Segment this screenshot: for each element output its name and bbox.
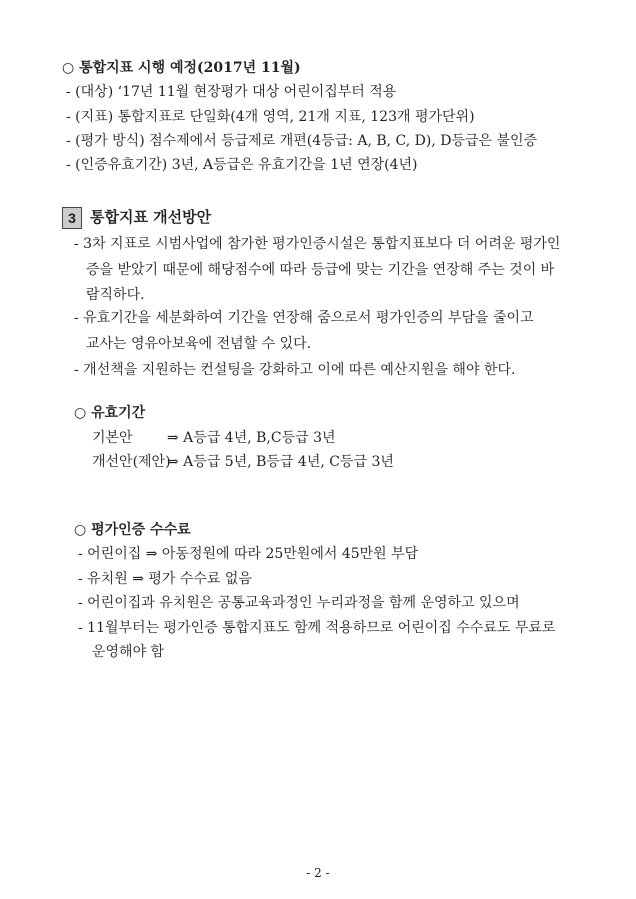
section1-item: - (대상) ‘17년 11월 현장평가 대상 어린이집부터 적용 xyxy=(66,84,397,100)
section3-title: 통합지표 개선방안 xyxy=(90,208,212,226)
section1-item: - (인증유효기간) 3년, A등급은 유효기간을 1년 연장(4년) xyxy=(66,157,418,173)
fee-line: - 어린이집과 유치원은 공통교육과정인 누리과정을 함께 운영하고 있으며 xyxy=(78,595,520,611)
section-number-box: 3 xyxy=(62,207,82,229)
validity-label: 기본안 xyxy=(92,430,133,446)
validity-heading: ○ 유효기간 xyxy=(74,405,146,421)
section1-item: - (지표) 통합지표로 단일화(4개 영역, 21개 지표, 123개 평가단위) xyxy=(66,109,475,125)
section3-line: - 3차 지표로 시범사업에 참가한 평가인증시설은 통합지표보다 더 어려운 평가인 xyxy=(74,236,561,252)
section3-line: - 유효기간을 세분화하여 기간을 연장해 줌으로서 평가인증의 부담을 줄이고 xyxy=(74,310,534,326)
section3-line: 람직하다. xyxy=(86,287,145,303)
validity-value: ⇒ A등급 4년, B,C등급 3년 xyxy=(167,430,336,446)
section1-item: - (평가 방식) 점수제에서 등급제로 개편(4등급: A, B, C, D), D등급은 불인증 xyxy=(66,133,538,149)
fee-line: - 11월부터는 평가인증 통합지표도 함께 적용하므로 어린이집 수수료도 무료로 xyxy=(78,620,556,636)
validity-value: ⇒ A등급 5년, B등급 4년, C등급 3년 xyxy=(167,454,394,470)
fee-line: - 유치원 ⇒ 평가 수수료 없음 xyxy=(78,571,252,587)
fee-line: - 어린이집 ⇒ 아동정원에 따라 25만원에서 45만원 부담 xyxy=(78,546,419,562)
validity-label: 개선안(제안) xyxy=(92,454,171,470)
section3-line: 증을 받았기 때문에 해당점수에 따라 등급에 맞는 기간을 연장해 주는 것이 바 xyxy=(86,262,555,278)
section1-heading: ○ 통합지표 시행 예정(2017년 11월) xyxy=(62,60,301,76)
section3-line: 교사는 영유아보육에 전념할 수 있다. xyxy=(86,336,312,352)
page-number: - 2 - xyxy=(306,866,330,880)
fee-heading: ○ 평가인증 수수료 xyxy=(74,522,191,538)
fee-line: 운영해야 함 xyxy=(92,644,165,660)
section3-line: - 개선책을 지원하는 컨설팅을 강화하고 이에 따른 예산지원을 해야 한다. xyxy=(74,362,516,378)
